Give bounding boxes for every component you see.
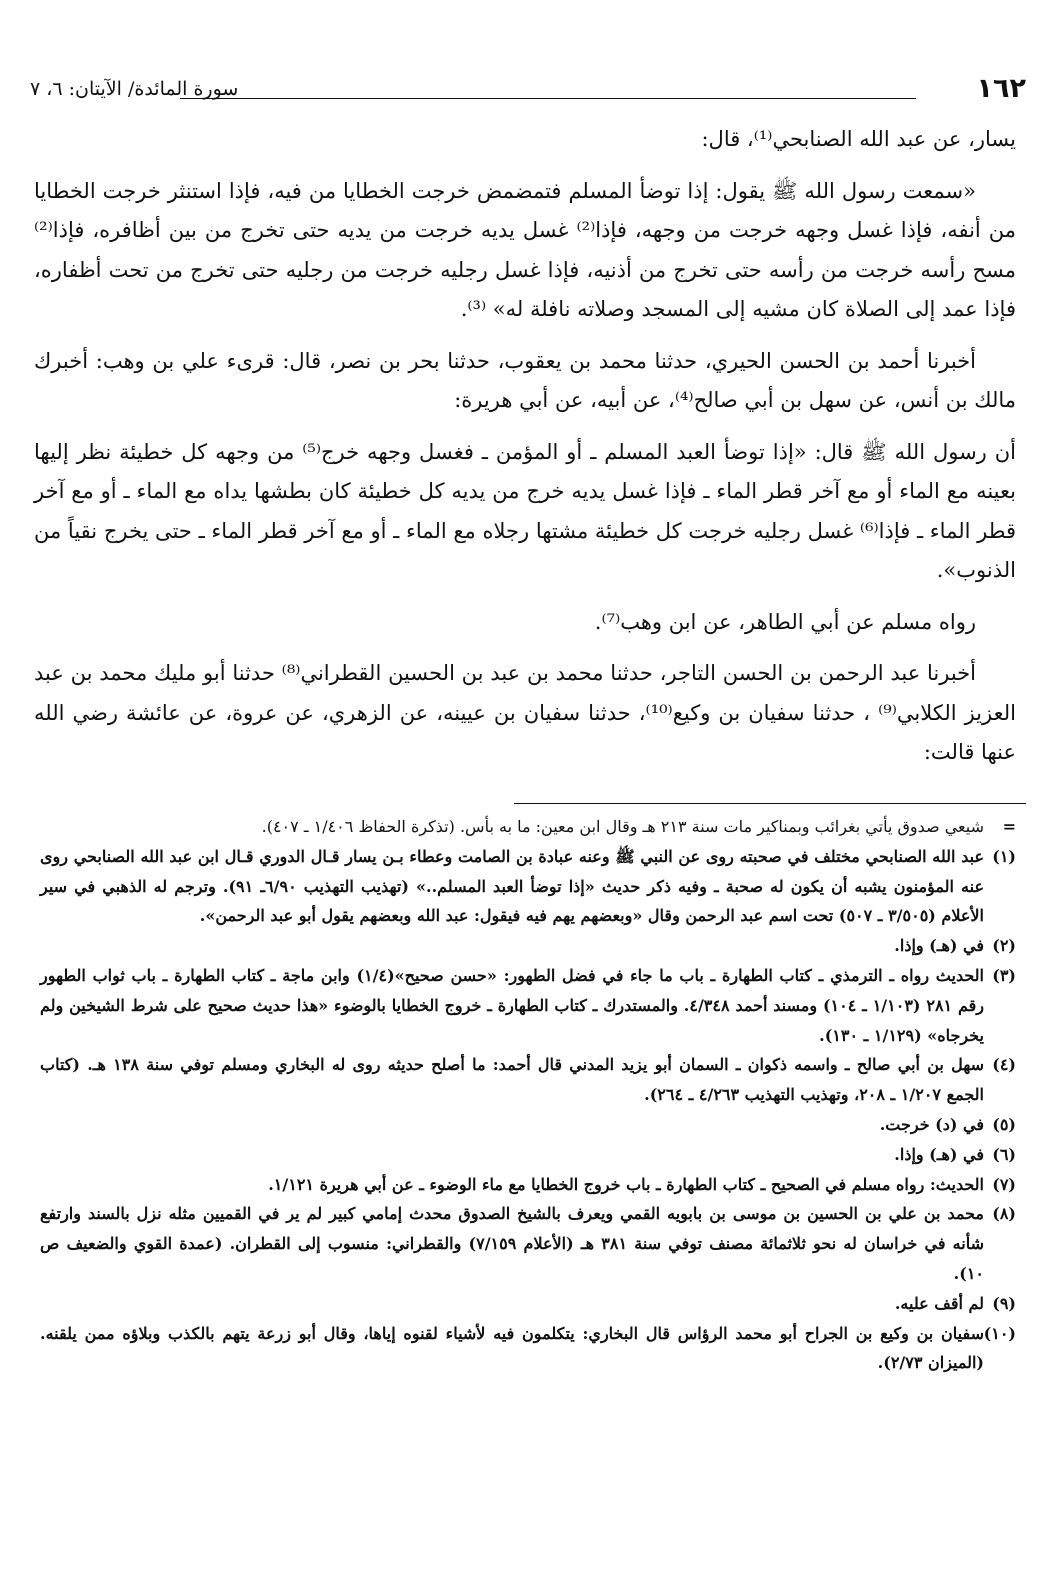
footnote-number: (١٠)	[983, 1323, 1016, 1343]
footnote-number: (٩)	[992, 1293, 1016, 1313]
footnote-text: سهل بن أبي صالح ـ واسمه ذكوان ـ السمان أبو يزيد المدني قال أحمد: ما أصلح حديثه روى له البخاري ومسلم توفي سنة ١٣٨ هـ. (كتاب الجمع ١/٢٠٧ ـ ٢٠٨، وتهذيب التهذيب ٤/٢٦٣ ـ ٢٦٤).	[40, 1055, 984, 1105]
footnote-text: لم أقف عليه.	[894, 1293, 984, 1313]
footnote	[40, 961, 1016, 1050]
footnote-number: (٨)	[992, 1204, 1016, 1224]
footnote-text: في (هـ) وإذا.	[894, 1144, 984, 1164]
paragraph: يسار، عن عبد الله الصنابحي⁽¹⁾، قال:	[701, 127, 1016, 151]
paragraph: رواه مسلم عن أبي الطاهر، عن ابن وهب⁽⁷⁾.	[594, 609, 976, 634]
footnote-text: الحديث رواه ـ الترمذي ـ كتاب الطهارة ـ باب ما جاء في فضل الطهور: «حسن صحيح»(١/٤) وابن ماجة ـ كتاب الطهارة ـ باب ثواب الطهور رقم ٢٨١ (١/١٠٣ ـ ١٠٤) ومسند أحمد ٤/٣٤٨. والمستدرك ـ كتاب الطهارة ـ خروج الخطايا بالوضوء «هذا حديث صحيح على شرط الشيخين ولم يخرجاه» (١/١٢٩ ـ ١٣٠).	[40, 965, 985, 1045]
footnote-number: =	[1002, 817, 1016, 836]
footnote	[40, 1199, 1016, 1288]
footnote-number: (٥)	[992, 1114, 1016, 1134]
footnote	[40, 1319, 1016, 1379]
footnote-text: في (هـ) وإذا.	[894, 936, 984, 956]
footnote-text: شيعي صدوق يأتي بغرائب وبمناكير مات سنة ٢١٣ هـ وقال ابن معين: ما به بأس. (تذكرة الحفاظ ١/٤٠٦ ـ ٤٠٧).	[261, 817, 984, 836]
running-title: سورة المائدة/ الآيتان: ٦، ٧	[30, 78, 239, 100]
footnote-number: (٧)	[992, 1174, 1016, 1194]
footnote-separator	[514, 803, 1026, 804]
footnote-number: (٦)	[992, 1144, 1016, 1164]
footnote	[40, 1110, 1016, 1140]
paragraph: أن رسول الله ﷺ قال: «إذا توضأ العبد المسلم ـ أو المؤمن ـ فغسل وجهه خرج⁽⁵⁾ من وجهه كل خطيئة نظر إليها بعينه مع الماء أو مع آخر قطر الماء ـ فإذا غسل يديه خرج من يديه كل خطيئة كان بطشها يداه مع الماء ـ أو مع آخر قطر الماء ـ فإذا⁽⁶⁾ غسل رجليه خرجت كل خطيئة مشتها رجلاه مع الماء ـ أو مع آخر قطر الماء ـ حتى يخرج نقياً من الذنوب».	[34, 439, 1016, 582]
footnote-number: (٣)	[992, 965, 1016, 985]
footnote-number: (١)	[992, 846, 1016, 866]
footnote	[40, 931, 1016, 961]
footnote	[40, 1170, 1016, 1200]
footnote-text: في (د) خرجت.	[879, 1114, 984, 1134]
footnote	[40, 1140, 1016, 1170]
footnote-text: الحديث: رواه مسلم في الصحيح ـ كتاب الطهارة ـ باب خروج الخطايا مع ماء الوضوء ـ عن أبي هريرة ١/١٢١.	[268, 1174, 984, 1194]
footnote-number: (٤)	[992, 1055, 1016, 1075]
paragraph: «سمعت رسول الله ﷺ يقول: إذا توضأ المسلم فتمضمض خرجت الخطايا من فيه، فإذا استنثر خرجت الخطايا من أنفه، فإذا غسل وجهه خرجت من وجهه، فإذا⁽²⁾ غسل يديه خرجت من يديه حتى تخرج من بين أظافره، فإذا⁽²⁾ مسح رأسه خرجت من رأسه حتى تخرج من أذنيه، فإذا غسل رجليه خرجت من رجليه حتى تخرج من تحت أظفاره، فإذا عمد إلى الصلاة كان مشيه إلى المسجد وصلاته نافلة له» ⁽³⁾.	[34, 178, 1017, 321]
footnote-number: (٢)	[992, 936, 1016, 956]
page-header	[30, 74, 1026, 104]
paragraph: أخبرنا عبد الرحمن بن الحسن التاجر، حدثنا محمد بن عبد بن الحسين القطراني⁽⁸⁾ حدثنا أبو مليك محمد بن عبد العزيز الكلابي⁽⁹⁾ ، حدثنا سفيان بن وكيع⁽¹⁰⁾، حدثنا سفيان بن عيينه، عن الزهري، عن عروة، عن عائشة رضي الله عنها قالت:	[34, 661, 1016, 764]
footnote	[40, 842, 1016, 931]
page-number: ١٦٢	[976, 73, 1026, 104]
footnote	[40, 812, 1016, 842]
footnote	[40, 1050, 1016, 1110]
paragraph: أخبرنا أحمد بن الحسن الحيري، حدثنا محمد بن يعقوب، حدثنا بحر بن نصر، قال: قرىء علي بن وهب: أخبرك مالك بن أنس، عن سهل بن أبي صالح⁽⁴⁾، عن أبيه، عن أبي هريرة:	[34, 348, 1016, 412]
header-rule	[180, 98, 916, 99]
footnote-text: محمد بن علي بن الحسين بن موسى بن بابويه القمي ويعرف بالشيخ الصدوق محدث إمامي كبير لم ير في القميين مثله نزل بالسند وارتفع شأنه في خراسان له نحو ثلاثمائة مصنف توفي سنة ٣٨١ هـ (الأعلام ٧/١٥٩) والقطراني: منسوب إلى القطران. (عمدة القوي والضعيف ص ١٠).	[40, 1204, 984, 1283]
footnotes	[40, 812, 1016, 1378]
main-text	[34, 120, 1016, 785]
footnote-text: عبد الله الصنابحي مختلف في صحبته روى عن النبي ﷺ وعنه عبادة بن الصامت وعطاء بـن يسار قـال الدوري قـال ابن عبد الله الصنابحي روى عنه المؤمنون يشبه أن يكون له صحبة ـ وفيه ذكر حديث «إذا توضأ العبد المسلم..» (تهذيب التهذيب ٦/٩٠ـ ٩١). وترجم له الذهبي في سير الأعلام (٣/٥٠٥ ـ ٥٠٧) تحت اسم عبد الرحمن وقال «وبعضهم يهم فيه فيقول: عبد الله وبعضهم يقول أبو عبد الرحمن».	[40, 846, 985, 926]
footnote	[40, 1289, 1016, 1319]
footnote-text: سفيان بن وكيع بن الجراح أبو محمد الرؤاس قال البخاري: يتكلمون فيه لأشياء لقنوه إياها، وقال أبو زرعة يتهم بالكذب وبلاؤه ممن يلقنه. (الميزان ٢/٧٣).	[40, 1323, 984, 1373]
